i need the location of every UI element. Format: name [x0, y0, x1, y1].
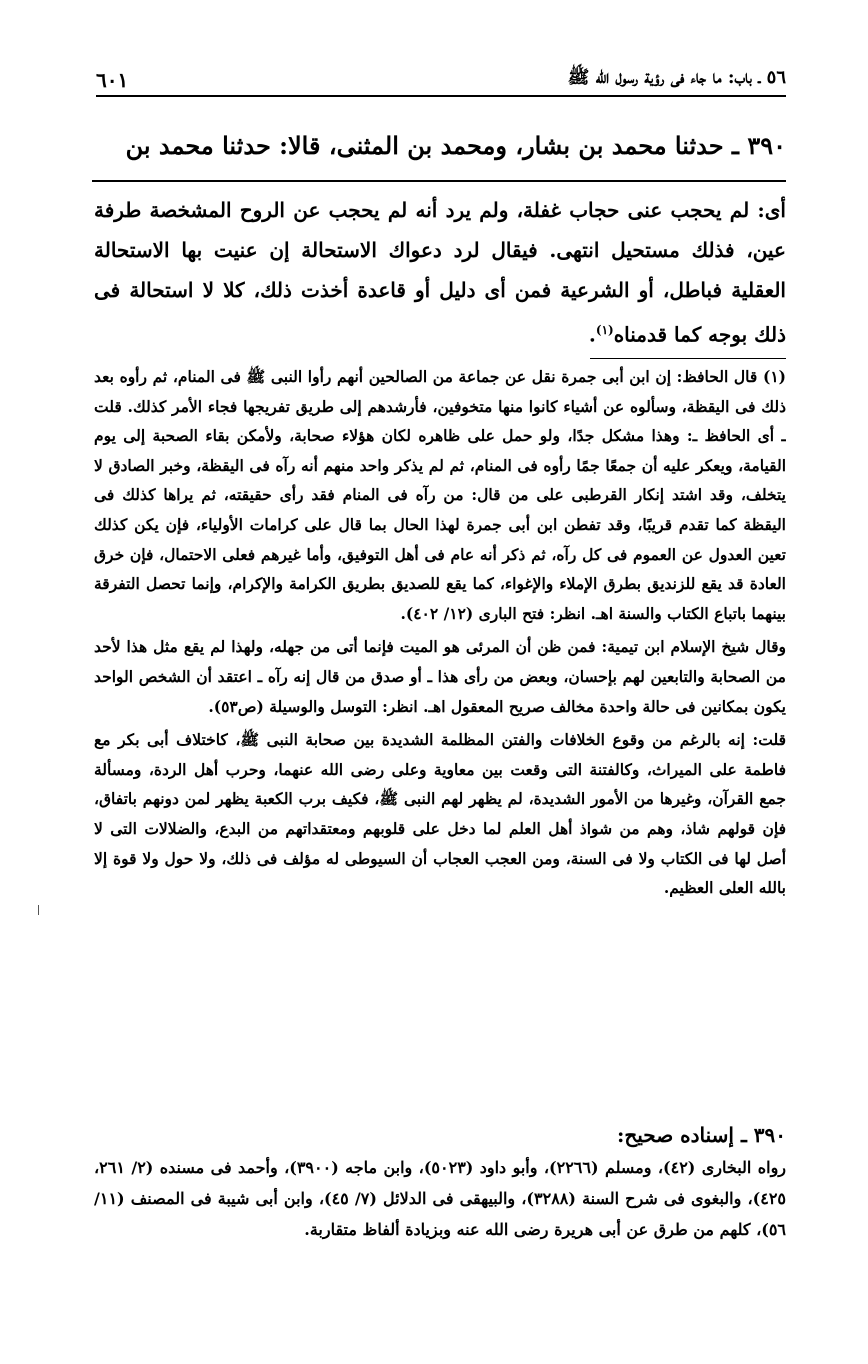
isnad-heading: ٣٩٠ ـ إسناده صحيح: — [616, 1123, 786, 1147]
footnote-number: (١) — [762, 367, 786, 386]
isnad-section — [94, 1118, 786, 1318]
commentary-end: . — [588, 322, 596, 347]
footnote-text-3: قلت: إنه بالرغم من وقوع الخلافات والفتن المظلمة الشديدة بين صحابة النبى ﷺ، كاختلاف أبى بكر مع فاطمة على الميراث، وكالفتنة التى وقعت بين معاوية وعلى رضى الله عنهما، وحرب أهل الردة، ومسألة جمع القرآن، وغيرها من الأمور الشديدة، لم يظهر لهم النبى ﷺ، فكيف برب الكعبة يظهر لمن دونهم باتفاق، فإن قولهم شاذ، وهم من شواذ أهل العلم لما دخل على قلوبهم ومعتقداتهم من البدع، والضلالات التى لا أصل لها فى الكتاب ولا فى السنة، ومن العجب العجاب أن السيوطى له مؤلف فى ذلك، ولا حول ولا قوة إلا بالله العلى العظيم. — [94, 730, 786, 898]
hadith-text — [92, 122, 786, 182]
isnad-body: رواه البخارى (٤٢)، ومسلم (٢٢٦٦)، وأبو داود (٥٠٢٣)، وابن ماجه (٣٩٠٠)، وأحمد فى مسنده (٢/ ٢٦١، ٤٢٥)، والبغوى فى شرح السنة (٣٢٨٨)، والبيهقى فى الدلائل (٧/ ٤٥)، وابن أبى شيبة فى المصنف (١١/ ٥٦)، كلهم من طرق عن أبى هريرة رضى الله عنه وبزيادة ألفاظ متقاربة. — [94, 1158, 786, 1239]
footnotes-block — [94, 362, 786, 1117]
footnote-paragraph-3 — [94, 725, 786, 903]
footnote-text-1: قال الحافظ: إن ابن أبى جمرة نقل عن جماعة من الصالحين أنهم رأوا النبى ﷺ فى المنام، ثم رأوه بعد ذلك فى اليقظة، وسألوه عن أشياء كانوا منها متخوفين، فأرشدهم إلى طريق تفريجها فجاء الأمر كذلك. قلت ـ أى الحافظ ـ: وهذا مشكل جدًا، ولو حمل على ظاهره لكان هؤلاء صحابة، ولأمكن بقاء الصحبة إلى يوم القيامة، ويعكر عليه أن جمعًا جمًا رأوه فى المنام، ثم لم يذكر واحد منهم أنه رآه فى اليقظة، وخبر الصادق لا يتخلف، وقد اشتد إنكار القرطبى على من قال: من رآه فى المنام فقد رأى حقيقته، ثم يراها كذلك فى اليقظة كما تقدم قريبًا، وقد تفطن ابن أبى جمرة لهذا الحال بما قال على كرامات الأولياء، فإن يكن كذلك تعين العدول عن العموم فى كل رآه، ثم ذكر أنه عام فى أهل التوفيق، وأما غيرهم فعلى الاحتمال، فإن خرق العادة قد يقع للزنديق بطرق الإملاء والإغواء، كما يقع للصديق بطريق الكرامة والإكرام، وإنما تحصل التفرقة بينهما باتباع الكتاب والسنة اهـ. انظر: فتح البارى (١٢/ ٤٠٢). — [94, 367, 786, 623]
footnote-divider — [590, 358, 786, 359]
page-number: ٦٠١ — [96, 68, 129, 92]
chapter-title: ٥٦ ـ باب: ما جاء فى رؤية رسول الله ﷺ — [567, 67, 786, 88]
margin-mark — [38, 905, 39, 915]
footnote-paragraph-1 — [94, 362, 786, 628]
hadith-line: ٣٩٠ ـ حدثنا محمد بن بشار، ومحمد بن المثنى، قالا: حدثنا محمد بن — [125, 131, 786, 160]
commentary-text: أى: لم يحجب عنى حجاب غفلة، ولم يرد أنه لم يحجب عن الروح المشخصة طرفة عين، فذلك مستحيل انتهى. فيقال لرد دعواك الاستحالة إن عنيت بها الاستحالة العقلية فباطل، أو الشرعية فمن أى دليل أو قاعدة أخذت ذلك، كلا لا استحالة فى ذلك بوجه كما قدمناه — [94, 198, 786, 347]
footnote-reference: (١) — [595, 323, 614, 337]
footnote-text-2: وقال شيخ الإسلام ابن تيمية: فمن ظن أن المرئى هو الميت فإنما أتى من جهله، ولهذا لم يقع مثل هذا لأحد من الصحابة والتابعين لهم بإحسان، وبعض من رأى هذا ـ أو صدق من قال إنه رآه ـ اعتقد أن الشخص الواحد يكون بمكانين فى حالة واحدة مخالف صريح المعقول اهـ. انظر: التوسل والوسيلة (ص٥٣). — [94, 637, 786, 716]
page-header — [96, 62, 786, 97]
footnote-paragraph-2 — [94, 632, 786, 721]
commentary-block — [94, 190, 786, 358]
